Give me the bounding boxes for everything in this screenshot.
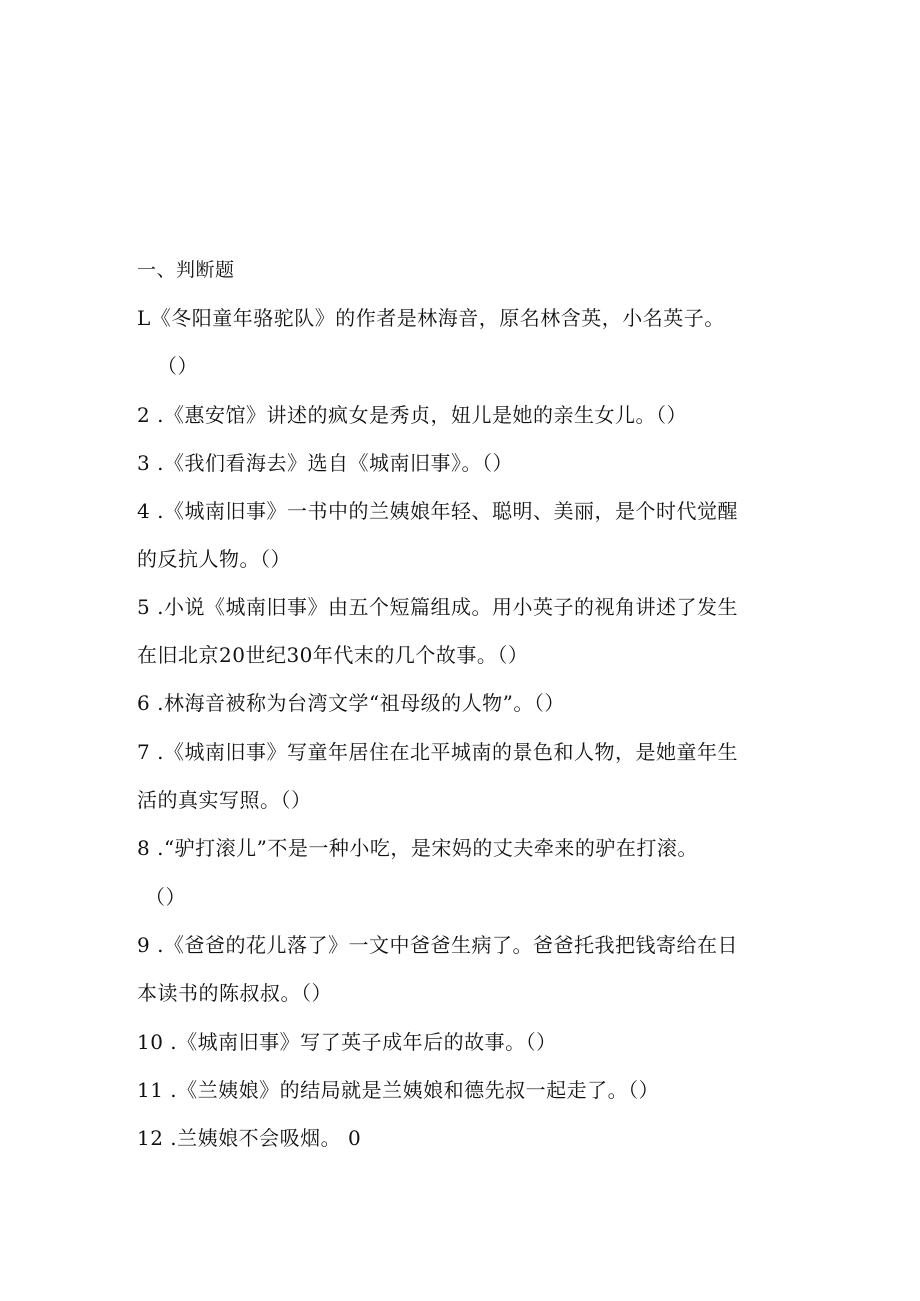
question-8-line-2: （）: [145, 885, 186, 909]
question-6: 6 .林海音被称为台湾文学“祖母级的人物”。（）: [137, 691, 565, 715]
question-4-line-1: 4 .《城南旧事》一书中的兰姨娘年轻、聪明、美丽，是个时代觉醒: [137, 499, 738, 523]
question-8-line-1: 8 .“驴打滚儿”不是一种小吃，是宋妈的丈夫牵来的驴在打滚。: [137, 836, 698, 860]
question-5-line-1: 5 .小说《城南旧事》由五个短篇组成。用小英子的视角讲述了发生: [137, 595, 738, 619]
question-12: 12 .兰姨娘不会吸烟。 0: [137, 1126, 362, 1150]
question-11: 11 .《兰姨娘》的结局就是兰姨娘和德先叔一起走了。（）: [137, 1078, 660, 1102]
question-3: 3 .《我们看海去》选自《城南旧事》。（）: [137, 451, 513, 475]
question-1-line-2: （）: [157, 354, 198, 378]
question-4-line-2: 的反抗人物。（）: [137, 547, 291, 571]
question-7-line-2: 活的真实写照。（）: [137, 788, 312, 812]
section-title: 一、判断题: [137, 259, 235, 281]
question-9-line-2: 本读书的陈叔叔。（）: [137, 981, 332, 1005]
question-2: 2 .《惠安馆》讲述的疯女是秀贞，妞儿是她的亲生女儿。（）: [137, 403, 687, 427]
question-1-line-1: L《冬阳童年骆驼队》的作者是林海音，原名林含英，小名英子。: [137, 306, 725, 330]
question-7-line-1: 7 .《城南旧事》写童年居住在北平城南的景色和人物，是她童年生: [137, 740, 738, 764]
question-9-line-1: 9 .《爸爸的花儿落了》一文中爸爸生病了。爸爸托我把钱寄给在日: [137, 933, 738, 957]
question-10: 10 .《城南旧事》写了英子成年后的故事。（）: [137, 1030, 557, 1054]
question-5-line-2: 在旧北京20世纪30年代末的几个故事。（）: [137, 643, 529, 667]
